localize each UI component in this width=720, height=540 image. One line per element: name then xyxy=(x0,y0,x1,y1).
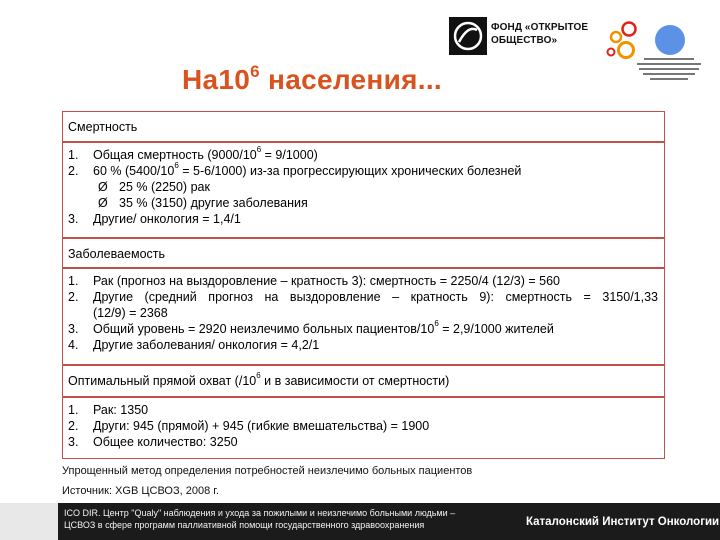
list-item-number: 2. xyxy=(68,419,79,433)
list-item-number: 1. xyxy=(68,148,79,162)
sub-list-item-text: 35 % (3150) другие заболевания xyxy=(119,196,308,210)
list-item-text: Другие/ онкология = 1,4/1 xyxy=(93,212,241,226)
un-organization-caption xyxy=(636,58,702,83)
list-item-number: 1. xyxy=(68,403,79,417)
mortality-header-box xyxy=(62,111,665,142)
arrow-bullet-icon: Ø xyxy=(98,180,108,194)
list-item-number: 3. xyxy=(68,212,79,226)
list-item-number: 3. xyxy=(68,322,79,336)
list-item-text: Други: 945 (прямой) + 945 (гибкие вмешательства) = 1900 xyxy=(93,419,430,433)
sub-list-item-text: 25 % (2250) рак xyxy=(119,180,210,194)
list-item-text-continued: (12/9) = 2368 xyxy=(93,306,168,320)
list-item-text: Другие заболевания/ онкология = 4,2/1 xyxy=(93,338,320,352)
list-item-exponent: 6 xyxy=(256,145,262,154)
list-item-text: Общее количество: 3250 xyxy=(93,435,238,449)
list-item-text: Общая смертность (9000/10 xyxy=(93,148,257,162)
coverage-header-text: Оптимальный прямой охват (/10 xyxy=(68,374,257,388)
list-item-number: 2. xyxy=(68,290,79,304)
list-item xyxy=(63,273,664,289)
ico-circles-logo-icon xyxy=(605,20,647,62)
page-title-suffix: населения... xyxy=(259,64,443,95)
morbidity-header-box xyxy=(62,238,665,268)
list-item-text: 60 % (5400/10 xyxy=(93,164,175,178)
list-item xyxy=(63,289,664,321)
foundation-name-line1: ФОНД «ОТКРЫТОЕ xyxy=(491,22,589,33)
open-society-logo-icon xyxy=(449,17,487,55)
footer-credits xyxy=(64,507,455,531)
coverage-header-exponent: 6 xyxy=(256,371,261,380)
list-item-number: 4. xyxy=(68,338,79,352)
coverage-list-box xyxy=(62,397,665,459)
list-item xyxy=(63,402,664,418)
list-item-text-tail: = 2,9/1000 жителей xyxy=(438,322,554,336)
list-item xyxy=(63,337,664,353)
list-item-text-tail: = 9/1000) xyxy=(261,148,318,162)
coverage-header xyxy=(63,366,664,389)
morbidity-header: Заболеваемость xyxy=(68,247,166,261)
sub-list-item xyxy=(63,179,664,195)
mortality-header: Смертность xyxy=(68,120,138,134)
list-item-text: Общий уровень = 2920 неизлечимо больных пациентов/10 xyxy=(93,322,435,336)
sub-list-item xyxy=(63,195,664,211)
foundation-name xyxy=(491,21,588,47)
mortality-list-box xyxy=(62,142,665,238)
list-item-exponent: 6 xyxy=(434,319,439,328)
list-item-exponent: 6 xyxy=(174,161,179,170)
list-item xyxy=(63,147,664,163)
page-title-exponent: 6 xyxy=(250,62,260,81)
list-item xyxy=(63,211,664,227)
list-item-text: Другие (средний прогноз на выздоровление – кратность 9): смертность = 3150/1,33 xyxy=(93,290,658,304)
list-item xyxy=(63,434,664,450)
list-item-text: Рак: 1350 xyxy=(93,403,149,417)
footer-institute-name: Каталонский Институт Онкологии xyxy=(526,516,720,528)
source-note: Источник: XGB ЦСВОЗ, 2008 г. xyxy=(62,485,219,497)
list-item-text: Рак (прогноз на выздоровление – кратность 3): смертность = 2250/4 (12/3) = 560 xyxy=(93,274,560,288)
list-item-text-tail: = 5-6/1000) из-за прогрессирующих хронических болезней xyxy=(178,164,522,178)
list-item xyxy=(63,418,664,434)
footer-credits-line1: ICO DIR. Центр "Qualy" наблюдения и ухода за пожилыми и неизлечимо больными людьми – xyxy=(64,508,456,518)
list-item-number: 2. xyxy=(68,164,79,178)
method-note: Упрощенный метод определения потребностей неизлечимо больных пациентов xyxy=(62,465,473,477)
list-item-number: 3. xyxy=(68,435,79,449)
foundation-name-line2: ОБЩЕСТВО» xyxy=(491,35,558,46)
arrow-bullet-icon: Ø xyxy=(98,196,108,210)
list-item xyxy=(63,321,664,337)
page-title-prefix: На10 xyxy=(182,64,251,95)
morbidity-list-box xyxy=(62,268,665,365)
page-title xyxy=(182,64,442,96)
footer-credits-line2: ЦСВОЗ в сфере программ паллиативной помощи государственного здравоохранения xyxy=(64,520,425,530)
list-item-number: 1. xyxy=(68,274,79,288)
coverage-header-text-tail: и в зависимости от смертности) xyxy=(260,374,450,388)
un-emblem-icon xyxy=(655,25,685,55)
list-item xyxy=(63,163,664,179)
coverage-header-box xyxy=(62,365,665,397)
